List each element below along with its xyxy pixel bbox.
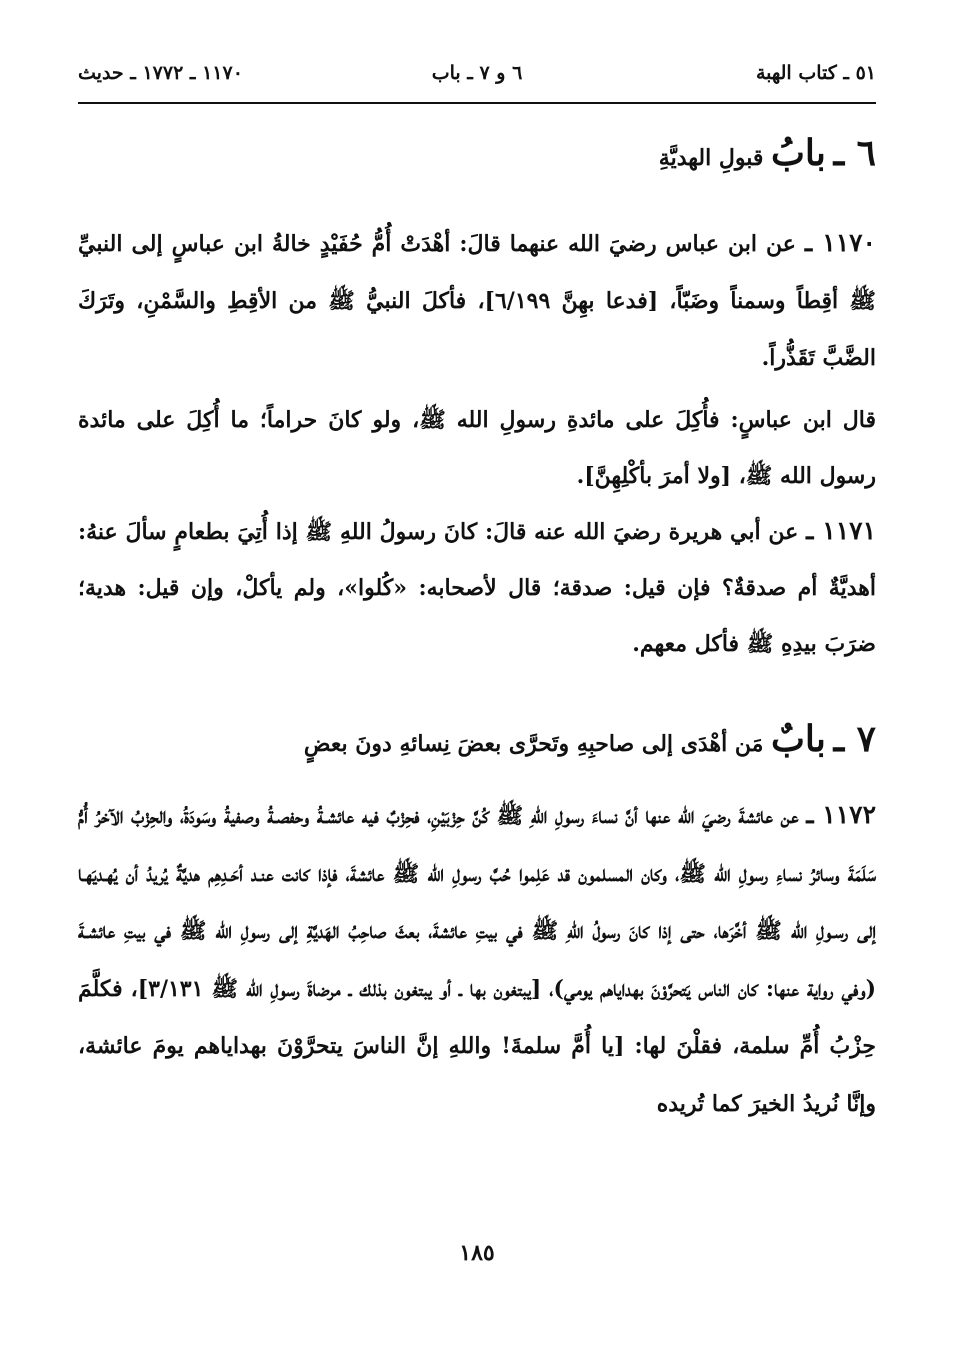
chapter-6-number: ٦ ـ: [833, 132, 876, 174]
header-hadith-range: ١١٧٠ ـ ١٧٧٢ ـ حديث: [78, 62, 243, 84]
hadith-1170-number: ١١٧٠ ـ: [804, 228, 876, 257]
chapter-6-title: قبولِ الهديَّةِ: [658, 145, 764, 171]
ibn-abbas-note: [78, 392, 876, 504]
page-number: ١٨٥: [459, 1240, 495, 1266]
hadith-1170-text: عن ابن عباس رضيَ الله عنهما قالَ: أهْدَتْ أُمُّ حُفَيْدٍ خالةُ ابن عباسٍ إلى النبيِّ ﷺ أقِطاً وسمناً وضَبّاً، [فدعا بهِنَّ ٦/١٩٩]، فأكلَ النبيُّ ﷺ من الأقِطِ والسَّمْنِ، وتَرَكَ الضَّبَّ تَقَذُّراً.: [78, 231, 876, 371]
chapter-7-word: بابٌ: [771, 718, 826, 760]
hadith-1172-number: ١١٧٢ ـ: [806, 800, 877, 829]
book-page: [78, 0, 876, 1357]
hadith-1172-text: عن عائشةَ رضيَ الله عنها أنَّ نساءَ رسولِ اللهِ ﷺ كُنَّ حِزْبَيْنِ، فحِزْبٌ فيه عائشـةُ وحفصـةُ وصفيةُ وسَودَةُ، والحِزْبُ الآخرُ أُمُّ سَلَمَةَ وسائرُ نساءِ رسولِ الله ﷺ، وكان المسلمون قد عَلِموا حُبَّ رسولِ الله ﷺ عائشةَ، فإذا كانت عنـد أحَـدِهِم هديَّةٌ يُريدُ أن يُهـديَهـا إلى رسـولِ الله ﷺ أخَّرَها، حتى إذا كانَ رسولُ اللهِ ﷺ في بيتِ عائشةَ، بعثَ صاحِبُ الهَديَّةِ إلى رسولِ الله ﷺ في بيتِ عائشـةَ (وفي رواية عنها: كان الناس يَتحرَّوْنَ بهداياهم يومي)، [يبتغون بها ـ أو يبتغون بذلك ـ مرضاةَ رسولِ الله ﷺ ٣/١٣١]، فكلَّمَ حِزْبُ أُمِّ سلمة، فقلْنَ لها: [يا أُمَّ سلمةَ! واللهِ إنَّ الناسَ يتحرَّوْنَ بهداياهم يومَ عائشة، وإنَّا نُريدُ الخيرَ كما تُريده: [78, 803, 876, 1117]
header-chapter-range: ٦ و ٧ ـ باب: [431, 62, 523, 84]
header-book-title: ٥١ ـ كتاب الهبة: [755, 62, 876, 84]
chapter-7-title: مَن أهْدَى إلى صاحبِهِ وتَحرَّى بعضَ نِسائهِ دونَ بعضٍ: [303, 731, 764, 757]
chapter-6-word: بابُ: [771, 132, 826, 174]
header-divider: [78, 102, 876, 104]
chapter-7-number: ٧ ـ: [833, 718, 876, 760]
chapter-7-heading: [78, 718, 876, 760]
hadith-1171: [78, 503, 876, 672]
hadith-1170: [78, 214, 876, 387]
hadith-1172: [78, 786, 876, 1133]
running-header: [78, 62, 876, 90]
chapter-6-heading: [78, 132, 876, 174]
hadith-1171-number: ١١٧١ ـ: [806, 516, 876, 545]
ibn-abbas-note-text: قال ابن عباسٍ: فأُكِلَ على مائدةِ رسولِ الله ﷺ، ولو كانَ حراماً؛ ما أُكِلَ على مائدة رسول الله ﷺ، [ولا أمرَ بأكْلِهِنَّ].: [78, 407, 876, 489]
hadith-1171-text: عن أبي هريرة رضيَ الله عنه قالَ: كانَ رسولُ اللهِ ﷺ إذا أُتِيَ بطعامٍ سألَ عنهُ: أهديَّةٌ أم صدقةٌ؟ فإن قيل: صدقة؛ قال لأصحابه: «كُلوا»، ولم يأكلْ، وإن قيل: هدية؛ ضرَبَ بيدِهِ ﷺ فأكل معهم.: [78, 519, 876, 657]
